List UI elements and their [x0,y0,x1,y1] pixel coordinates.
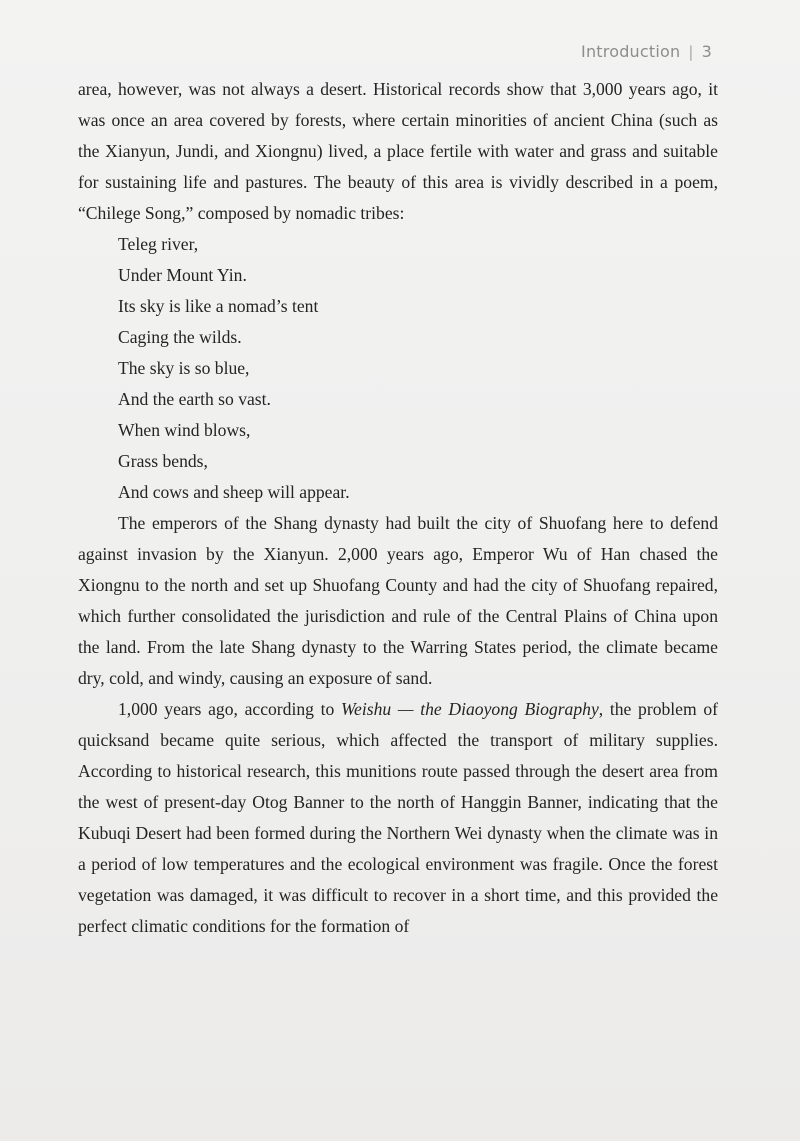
poem-line-8: Grass bends, [118,451,208,471]
paragraph-3-rest: , the problem of quicksand became quite serious, which affected the transport of military supplies. According to historical research, this munitions route passed through the desert area from the west of present-day Otog Banner to the north of Hanggin Banner, indicating that the Kubuqi Desert had been formed during the Northern Wei dynasty when the climate was in a period of low temperatures and the ecological environment was fragile. Once the forest vegetation was damaged, it was difficult to recover in a short time, and this provided the perfect climatic conditions for the formation of [78,699,719,936]
paragraph-3 [78,694,718,942]
poem-line-6: And the earth so vast. [118,389,271,409]
paragraph-1: area, however, was not always a desert. Historical records show that 3,000 years ago, it was once an area covered by forests, where certain minorities of ancient China (such as the Xianyun, Jundi, and Xiongnu) lived, a place fertile with water and grass and suitable for sustaining life and pastures. The beauty of this area is vividly described in a poem, “Chilege Song,” composed by nomadic tribes: [78,79,718,223]
poem-line-2: Under Mount Yin. [118,265,247,285]
paragraph-2: The emperors of the Shang dynasty had built the city of Shuofang here to defend against invasion by the Xianyun. 2,000 years ago, Emperor Wu of Han chased the Xiongnu to the north and set up Shuofang County and had the city of Shuofang repaired, which further consolidated the jurisdiction and rule of the Central Plains of China upon the land. From the late Shang dynasty to the Warring States period, the climate became dry, cold, and windy, causing an exposure of sand. [78,513,718,688]
poem-line-5: The sky is so blue, [118,358,250,378]
poem-block [78,229,718,508]
chapter-title: Introduction [581,42,681,61]
poem-line-9: And cows and sheep will appear. [118,482,350,502]
poem-line-7: When wind blows, [118,420,251,440]
poem-line-1: Teleg river, [118,234,199,254]
poem-line-4: Caging the wilds. [118,327,242,347]
running-head [581,42,712,61]
poem-line-3: Its sky is like a nomad’s tent [118,296,319,316]
page-number: 3 [701,42,712,61]
header-separator: | [688,42,694,61]
book-title: Weishu — the Diaoyong Biography [341,699,599,719]
paragraph-3-lead: 1,000 years ago, according to [118,699,342,719]
body-text [78,74,718,942]
